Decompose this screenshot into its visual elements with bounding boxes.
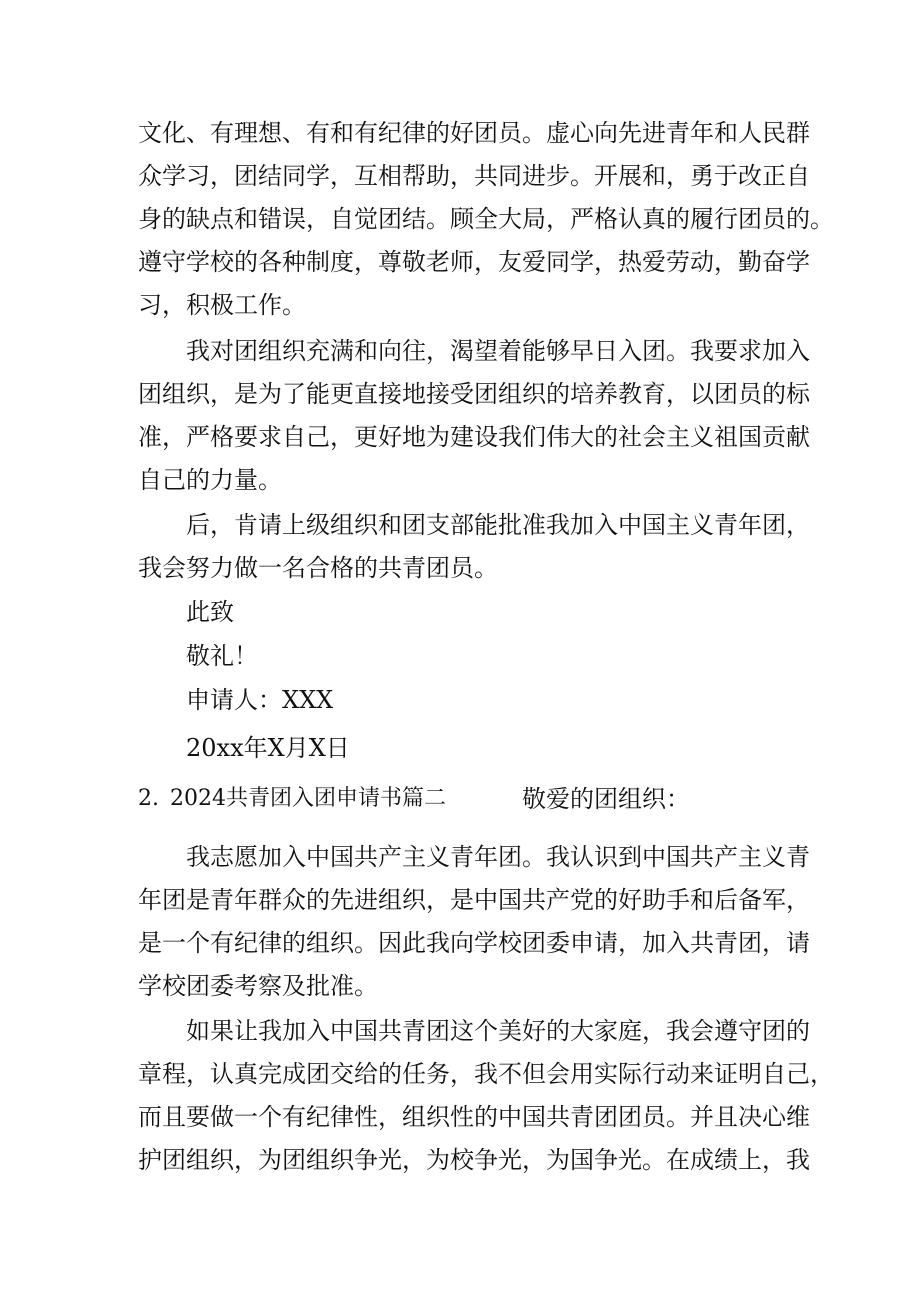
paragraph-line: 如果让我加入中国共青团这个美好的大家庭，我会遵守团的: [186, 1017, 810, 1045]
paragraph-line: 自己的力量。: [138, 466, 282, 494]
paragraph-line: 年团是青年群众的先进组织，是中国共产党的好助手和后备军，: [138, 886, 810, 914]
section-number: 2.: [138, 786, 159, 811]
paragraph-line: 准，严格要求自己，更好地为建设我们伟大的社会主义祖国贡献: [138, 423, 810, 451]
salute-text: 敬礼！: [186, 642, 258, 670]
date-text: 20xx年X月X日: [186, 734, 350, 762]
greeting-text: 敬爱的团组织：: [522, 785, 690, 813]
paragraph-line: 护团组织，为团组织争光，为校争光，为国争光。在成绩上，我: [138, 1146, 810, 1174]
paragraph-line: 我志愿加入中国共产主义青年团。我认识到中国共产主义青: [186, 843, 810, 871]
paragraph-line: 众学习，团结同学，互相帮助，共同进步。开展和，勇于改正自: [138, 162, 810, 190]
closing-text: 此致: [186, 598, 234, 626]
paragraph-line: 我对团组织充满和向往，渴望着能够早日入团。我要求加入: [186, 337, 810, 365]
paragraph-line: 学校团委考察及批准。: [138, 972, 378, 1000]
paragraph-line: 身的缺点和错误，自觉团结。顾全大局，严格认真的履行团员的。: [138, 205, 834, 233]
paragraph-line: 章程，认真完成团交给的任务，我不但会用实际行动来证明自己，: [138, 1060, 834, 1088]
applicant-signature: 申请人：XXX: [186, 686, 334, 714]
paragraph-line: 我会努力做一名合格的共青团员。: [138, 554, 498, 582]
paragraph-line: 习，积极工作。: [138, 291, 306, 319]
paragraph-line: 文化、有理想、有和有纪律的好团员。虚心向先进青年和人民群: [138, 119, 810, 147]
paragraph-line: 是一个有纪律的组织。因此我向学校团委申请，加入共青团，请: [138, 929, 810, 957]
section-title: 2024共青团入团申请书篇二: [170, 786, 446, 811]
paragraph-line: 遵守学校的各种制度，尊敬老师，友爱同学，热爱劳动，勤奋学: [138, 248, 810, 276]
paragraph-line: 后，肯请上级组织和团支部能批准我加入中国主义青年团，: [186, 511, 810, 539]
paragraph-line: 团组织，是为了能更直接地接受团组织的培养教育，以团员的标: [138, 380, 810, 408]
paragraph-line: 而且要做一个有纪律性，组织性的中国共青团团员。并且决心维: [138, 1103, 810, 1131]
